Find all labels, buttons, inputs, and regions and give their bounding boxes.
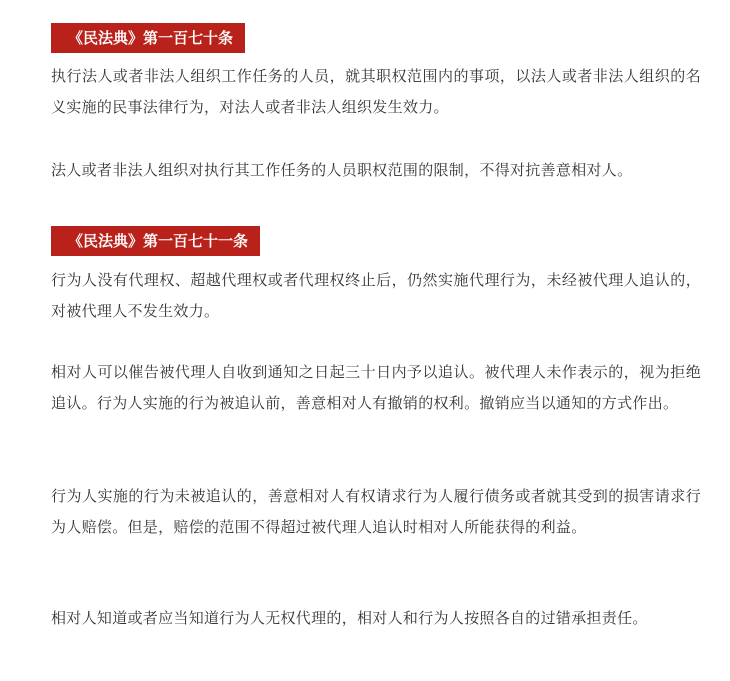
article-171-paragraph-4: 相对人知道或者应当知道行为人无权代理的，相对人和行为人按照各自的过错承担责任。 — [51, 609, 648, 627]
article-170-paragraph-2: 法人或者非法人组织对执行其工作任务的人员职权范围的限制，不得对抗善意相对人。 — [51, 161, 633, 179]
article-171-heading: 《民法典》第一百七十一条 — [51, 226, 260, 256]
article-171-paragraph-1: 行为人没有代理权、超越代理权或者代理权终止后，仍然实施代理行为，未经被代理人追认的，对被代理人不发生效力。 — [51, 271, 701, 320]
article-170-paragraph-1: 执行法人或者非法人组织工作任务的人员，就其职权范围内的事项，以法人或者非法人组织的名义实施的民事法律行为，对法人或者非法人组织发生效力。 — [51, 67, 701, 116]
article-171-paragraph-3: 行为人实施的行为未被追认的，善意相对人有权请求行为人履行债务或者就其受到的损害请求行为人赔偿。但是，赔偿的范围不得超过被代理人追认时相对人所能获得的利益。 — [51, 487, 701, 536]
article-170-heading: 《民法典》第一百七十条 — [51, 23, 245, 53]
article-171-paragraph-2: 相对人可以催告被代理人自收到通知之日起三十日内予以追认。被代理人未作表示的，视为拒绝追认。行为人实施的行为被追认前，善意相对人有撤销的权利。撤销应当以通知的方式作出。 — [51, 363, 701, 412]
